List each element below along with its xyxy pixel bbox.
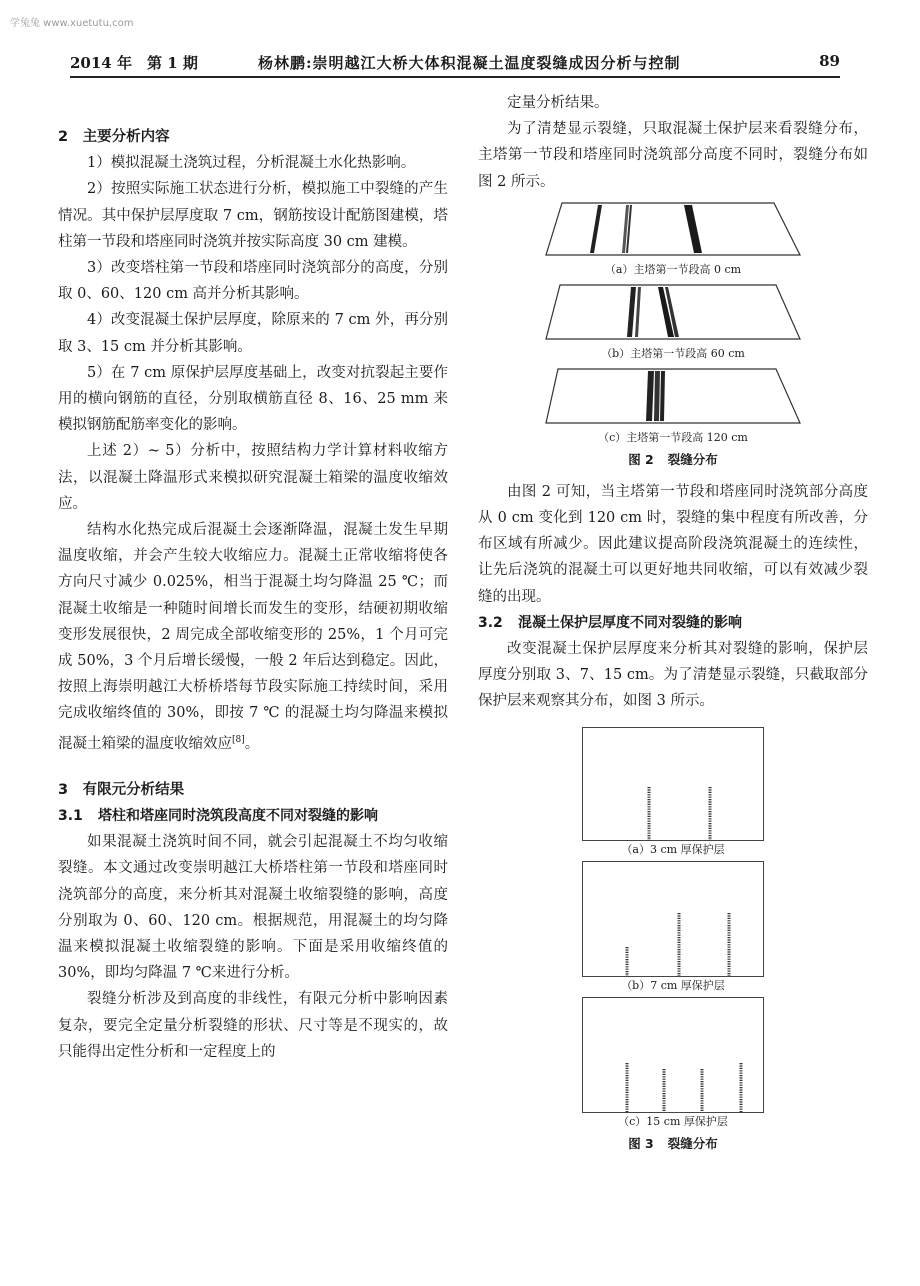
fig2-subcaption-c: （c）主塔第一节段高 120 cm	[598, 430, 748, 444]
section-title: 混凝土保护层厚度不同对裂缝的影响	[518, 614, 742, 631]
fig2-caption-num: 图 2	[628, 451, 654, 467]
figure-2	[478, 199, 868, 471]
fig3-subcaption-c: （c）15 cm 厚保护层	[618, 1114, 728, 1128]
paragraph: 定量分析结果。	[507, 95, 609, 111]
fig3-subcaption-a: （a）3 cm 厚保护层	[621, 842, 725, 856]
fig3a-crack-plot	[582, 727, 764, 841]
section-3-2-heading	[478, 610, 868, 636]
fig2b-crack-plot	[538, 281, 808, 345]
section-3-1-heading	[58, 803, 448, 829]
paragraph-end: 。	[244, 735, 260, 752]
section-3-heading: 3 有限元分析结果	[58, 781, 185, 798]
section-2-heading: 2 主要分析内容	[58, 129, 170, 145]
fig2c-crack-plot	[538, 365, 808, 429]
running-header	[70, 52, 840, 78]
paragraph: 4）改变混凝土保护层厚度，除原来的 7 cm 外，再分别取 3、15 cm 并分析其影响。	[58, 312, 448, 355]
fig2-caption-text: 裂缝分布	[667, 451, 718, 467]
paragraph: 为了清楚显示裂缝，只取混凝土保护层来看裂缝分布，主塔第一节段和塔座同时浇筑部分高度不同时，裂缝分布如图 2 所示。	[478, 121, 868, 190]
paragraph: 如果混凝土浇筑时间不同，就会引起混凝土不均匀收缩裂缝。本文通过改变崇明越江大桥塔柱第一节段和塔座同时浇筑部分的高度，来分析其对混凝土收缩裂缝的影响，高度分别取为 0、60、120 cm。根据规范，用混凝土的均匀降温来模拟混凝土收缩裂缝的影响。下面是采用收缩终值的 30%，即均匀降温 7 ℃来进行分析。	[58, 834, 448, 982]
fig3-caption-text: 裂缝分布	[667, 1135, 718, 1151]
paragraph: 改变混凝土保护层厚度来分析其对裂缝的影响，保护层厚度分别取 3、7、15 cm。为了清楚显示裂缝，只截取部分保护层来观察其分布，如图 3 所示。	[478, 641, 868, 710]
fig3-caption	[478, 1133, 868, 1155]
paragraph: 2）按照实际施工状态进行分析，模拟施工中裂缝的产生情况。其中保护层厚度取 7 cm，钢筋按设计配筋图建模，塔柱第一节段和塔座同时浇筑并按实际高度 30 cm 建模。	[58, 181, 448, 250]
issue-label: 2014 年 第 1 期	[70, 54, 198, 72]
fig3c-crack-plot	[582, 997, 764, 1113]
fig2-subcaption-b: （b）主塔第一节段高 60 cm	[601, 346, 745, 360]
fig2-subcaption-a: （a）主塔第一节段高 0 cm	[604, 262, 742, 276]
fig2-caption	[478, 449, 868, 471]
watermark: 学兔兔 www.xuetutu.com	[10, 18, 134, 29]
paragraph: 裂缝分析涉及到高度的非线性，有限元分析中影响因素复杂，要完全定量分析裂缝的形状、尺寸等是不现实的，故只能得出定性分析和一定程度上的	[58, 991, 448, 1060]
paragraph: 上述 2）~ 5）分析中，按照结构力学计算材料收缩方法，以混凝土降温形式来模拟研究混凝土箱梁的温度收缩效应。	[58, 443, 448, 512]
paragraph-text: 结构水化热完成后混凝土会逐渐降温，混凝土发生早期温度收缩，并会产生较大收缩应力。混凝土正常收缩将使各方向尺寸减少 0.025%，相当于混凝土均匀降温 25 ℃；而混凝土收缩是一种随时间增长而发生的变形，结硬初期收缩变形发展很快，2 周完成全部收缩变形的 25%，1 个月可完成 50%，3 个月后增长缓慢，一般 2 年后达到稳定。因此，按照上海崇明越江大桥桥塔每节段实际施工持续时间，采用完成收缩终值的 30%，即按 7 ℃ 的混凝土均匀降温来模拟混凝土箱梁的温度收缩效应	[58, 522, 448, 752]
paragraph: 3）改变塔柱第一节段和塔座同时浇筑部分的高度，分别取 0、60、120 cm 高并分析其影响。	[58, 260, 448, 303]
citation[interactable]: [8]	[232, 734, 245, 745]
section-number: 3.2	[478, 614, 503, 631]
left-column	[58, 90, 448, 1065]
paragraph	[58, 517, 448, 757]
figure-3	[478, 727, 868, 1155]
fig2a-crack-plot	[538, 199, 808, 261]
page-number: 89	[819, 52, 840, 70]
article-title-header: 杨林鹏:崇明越江大桥大体积混凝土温度裂缝成因分析与控制	[258, 54, 681, 72]
fig3-subcaption-b: （b）7 cm 厚保护层	[621, 978, 725, 992]
right-column	[478, 90, 868, 1155]
fig3-caption-num: 图 3	[628, 1135, 654, 1151]
fig3b-crack-plot	[582, 861, 764, 977]
paragraph: 由图 2 可知，当主塔第一节段和塔座同时浇筑部分高度从 0 cm 变化到 120 cm 时，裂缝的集中程度有所改善，分布区域有所减少。因此建议提高阶段浇筑混凝土的连续性，让先后浇筑的混凝土可以更好地共同收缩，可以有效减少裂缝的出现。	[478, 483, 868, 605]
section-number: 3.1	[58, 807, 83, 824]
paragraph: 5）在 7 cm 原保护层厚度基础上，改变对抗裂起主要作用的横向钢筋的直径，分别取横筋直径 8、16、25 mm 来模拟钢筋配筋率变化的影响。	[58, 364, 448, 434]
section-title: 塔柱和塔座同时浇筑段高度不同对裂缝的影响	[98, 807, 378, 824]
paragraph: 1）模拟混凝土浇筑过程，分析混凝土水化热影响。	[87, 155, 416, 172]
